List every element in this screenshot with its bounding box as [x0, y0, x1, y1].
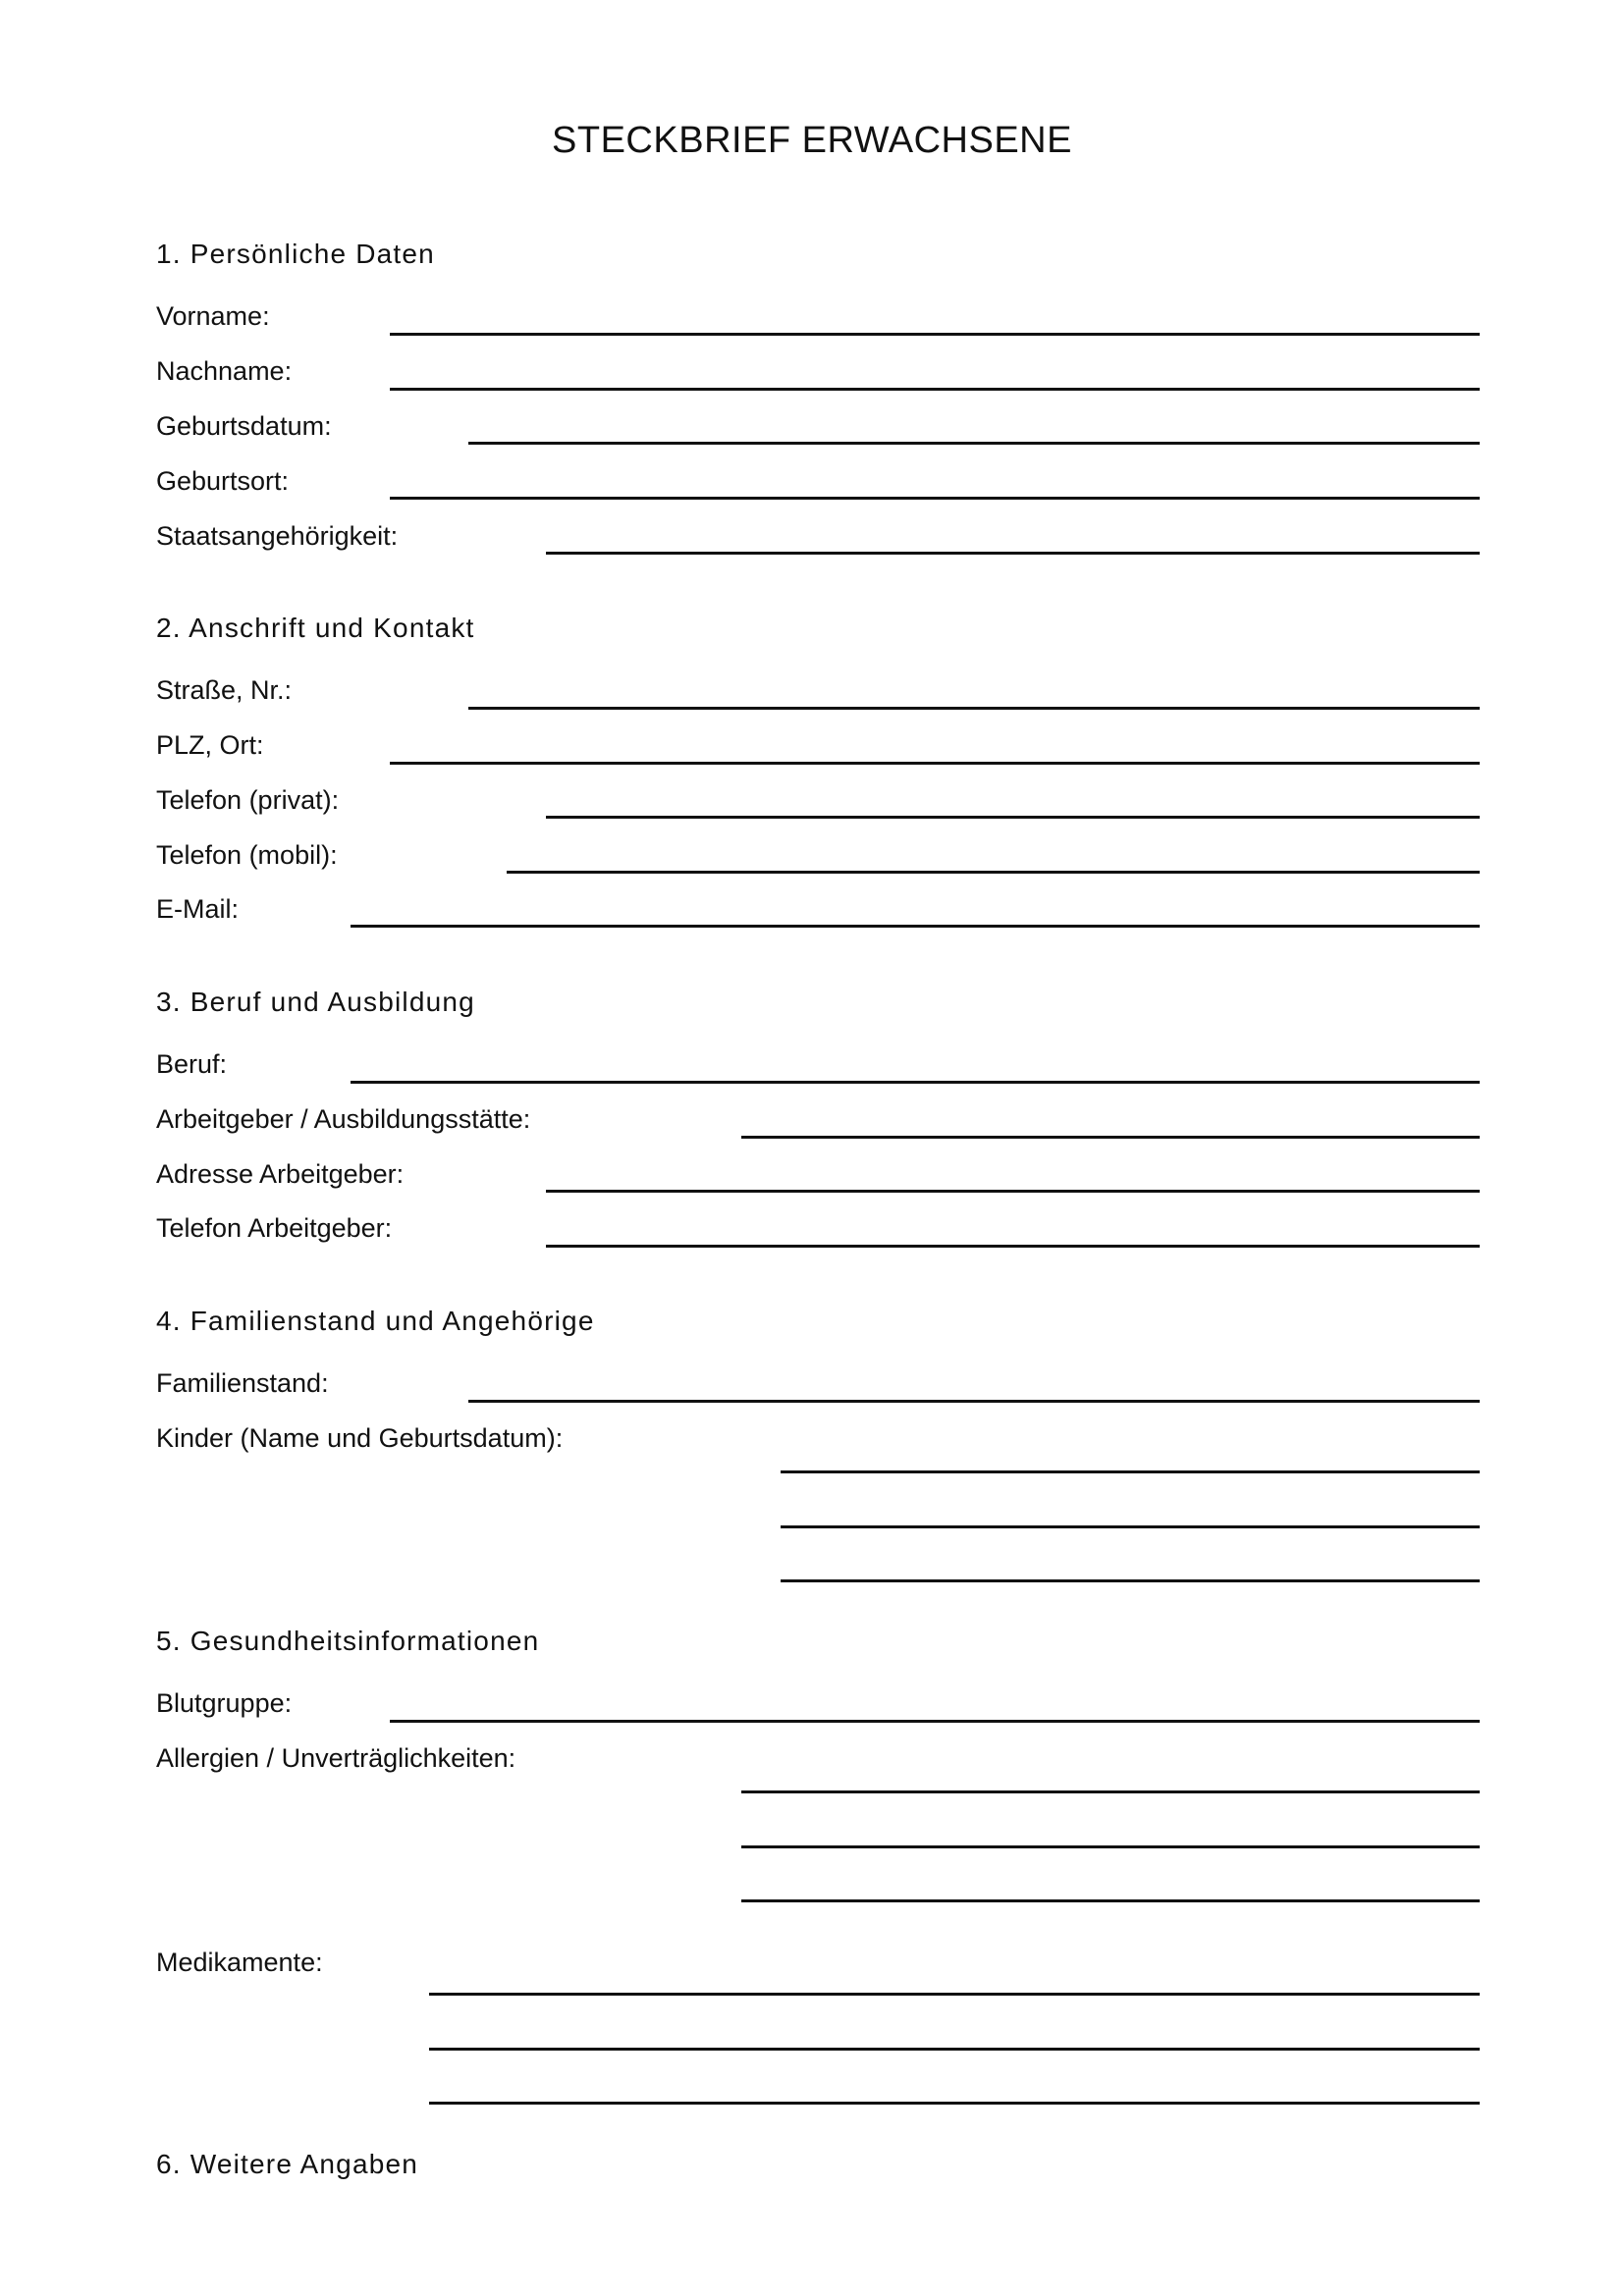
- input-line-kinder-2[interactable]: [781, 1525, 1480, 1528]
- label-arbeitgeber: Arbeitgeber / Ausbildungsstätte:: [156, 1104, 531, 1134]
- section-heading-health: 5. Gesundheitsinformationen: [156, 1626, 540, 1656]
- label-telefon-privat: Telefon (privat):: [156, 785, 340, 815]
- label-allergien: Allergien / Unverträglichkeiten:: [156, 1743, 516, 1773]
- input-line-staatsangehoerigkeit[interactable]: [546, 552, 1480, 555]
- input-line-nachname[interactable]: [390, 388, 1480, 391]
- section-heading-further-info: 6. Weitere Angaben: [156, 2149, 419, 2179]
- label-adresse-arbeitgeber: Adresse Arbeitgeber:: [156, 1159, 405, 1189]
- input-line-plz-ort[interactable]: [390, 762, 1480, 765]
- input-line-telefon-mobil[interactable]: [507, 871, 1480, 874]
- input-line-medikamente-2[interactable]: [429, 2048, 1480, 2051]
- label-medikamente: Medikamente:: [156, 1948, 323, 1977]
- input-line-telefon-privat[interactable]: [546, 816, 1480, 819]
- section-heading-address-contact: 2. Anschrift und Kontakt: [156, 613, 475, 643]
- label-kinder: Kinder (Name und Geburtsdatum):: [156, 1423, 564, 1453]
- label-vorname: Vorname:: [156, 301, 270, 331]
- section-heading-personal-data: 1. Persönliche Daten: [156, 239, 435, 269]
- input-line-strasse-nr[interactable]: [468, 707, 1480, 710]
- label-telefon-mobil: Telefon (mobil):: [156, 840, 338, 870]
- input-line-geburtsdatum[interactable]: [468, 442, 1480, 445]
- input-line-blutgruppe[interactable]: [390, 1720, 1480, 1723]
- input-line-medikamente-1[interactable]: [429, 1993, 1480, 1996]
- input-line-medikamente-3[interactable]: [429, 2102, 1480, 2105]
- label-staatsangehoerigkeit: Staatsangehörigkeit:: [156, 521, 399, 551]
- label-telefon-arbeitgeber: Telefon Arbeitgeber:: [156, 1213, 393, 1243]
- input-line-allergien-3[interactable]: [741, 1899, 1480, 1902]
- label-geburtsort: Geburtsort:: [156, 466, 290, 496]
- label-email: E-Mail:: [156, 894, 240, 924]
- input-line-email[interactable]: [351, 925, 1480, 928]
- input-line-kinder-3[interactable]: [781, 1579, 1480, 1582]
- section-heading-family: 4. Familienstand und Angehörige: [156, 1306, 595, 1336]
- input-line-allergien-2[interactable]: [741, 1845, 1480, 1848]
- label-nachname: Nachname:: [156, 356, 293, 386]
- input-line-vorname[interactable]: [390, 333, 1480, 336]
- input-line-adresse-arbeitgeber[interactable]: [546, 1190, 1480, 1193]
- section-heading-job-education: 3. Beruf und Ausbildung: [156, 987, 475, 1017]
- input-line-allergien-1[interactable]: [741, 1790, 1480, 1793]
- label-strasse-nr: Straße, Nr.:: [156, 675, 293, 705]
- label-plz-ort: PLZ, Ort:: [156, 730, 264, 760]
- input-line-beruf[interactable]: [351, 1081, 1480, 1084]
- input-line-telefon-arbeitgeber[interactable]: [546, 1245, 1480, 1248]
- label-geburtsdatum: Geburtsdatum:: [156, 411, 332, 441]
- label-beruf: Beruf:: [156, 1049, 228, 1079]
- input-line-arbeitgeber[interactable]: [741, 1136, 1480, 1139]
- page-title: STECKBRIEF ERWACHSENE: [552, 120, 1072, 161]
- label-familienstand: Familienstand:: [156, 1368, 329, 1398]
- input-line-geburtsort[interactable]: [390, 497, 1480, 500]
- input-line-kinder-1[interactable]: [781, 1470, 1480, 1473]
- label-blutgruppe: Blutgruppe:: [156, 1688, 293, 1718]
- input-line-familienstand[interactable]: [468, 1400, 1480, 1403]
